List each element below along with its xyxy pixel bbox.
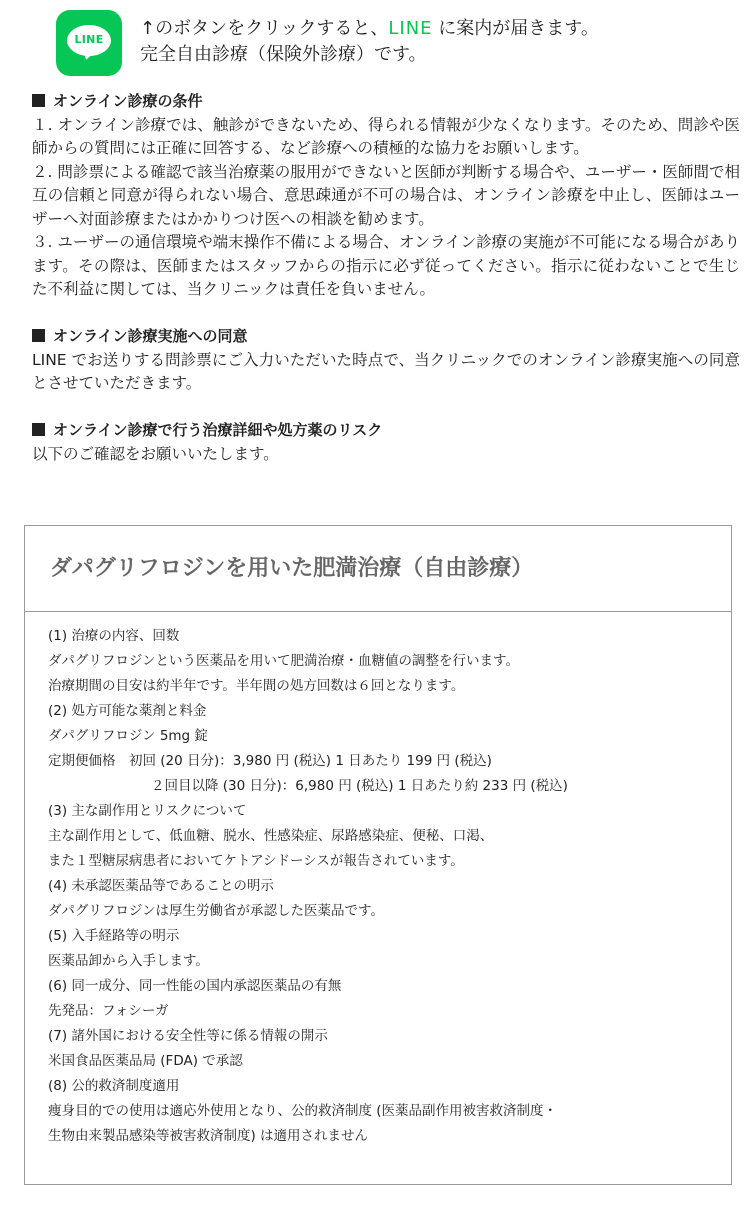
black-square-icon <box>32 423 45 436</box>
detail-line: 生物由来製品感染等被害救済制度) は適用されません <box>48 1128 369 1144</box>
detail-line: 先発品：フォシーガ <box>48 1003 169 1019</box>
section-title-text: オンライン診療で行う治療詳細や処方薬のリスク <box>53 421 383 439</box>
detail-line: (2) 処方可能な薬剤と料金 <box>48 703 207 719</box>
price-first: 定期便価格 初回 (20 日分)：3,980 円 (税込) 1 日あたり 199 円 (税込) <box>48 753 492 769</box>
detail-line: (3) 主な副作用とリスクについて <box>48 803 247 819</box>
line-highlight-text: LINE <box>388 18 433 39</box>
risks-paragraph: 以下のご確認をお願いいたします。 <box>32 444 279 463</box>
instruction-line-1 <box>140 16 750 42</box>
detail-line: 治療期間の目安は約半年です。半年間の処方回数は６回となります。 <box>48 678 465 694</box>
section-consent <box>32 325 740 396</box>
section-conditions <box>32 90 740 302</box>
detail-line: ダパグリフロジン 5mg 錠 <box>48 728 208 744</box>
detail-line: (5) 入手経路等の明示 <box>48 928 180 944</box>
section-spacer <box>32 396 740 420</box>
instruction-text-before: ↑のボタンをクリックすると、 <box>140 18 389 39</box>
section-title-text: オンライン診療の条件 <box>53 92 203 110</box>
detail-line: ダパグリフロジンという医薬品を用いて肥満治療・血糖値の調整を行います。 <box>48 653 519 669</box>
detail-line: (1) 治療の内容、回数 <box>48 628 180 644</box>
black-square-icon <box>32 94 45 107</box>
detail-line: また１型糖尿病患者においてケトアシドーシスが報告されています。 <box>48 853 464 869</box>
detail-line: ダパグリフロジンは厚生労働省が承認した医薬品です。 <box>48 903 384 919</box>
condition-paragraph-3: ３. ユーザーの通信環境や端末操作不備による場合、オンライン診療の実施が不可能になる場合があります。その際は、医師またはスタッフからの指示に必ず従ってください。指示に従わないことで生じた不利益に関しては、当クリニックは責任を負いません。 <box>32 233 740 298</box>
instruction-line-2: 完全自由診療（保険外診療）です。 <box>140 44 427 65</box>
section-title <box>32 325 740 349</box>
section-title <box>32 419 740 443</box>
section-spacer <box>32 302 740 326</box>
treatment-detail-header <box>25 526 731 612</box>
detail-line: (8) 公的救済制度適用 <box>48 1078 180 1094</box>
detail-line: (7) 諸外国における安全性等に係る情報の開示 <box>48 1028 328 1044</box>
line-instructions <box>140 16 750 68</box>
section-risks <box>32 419 740 466</box>
condition-paragraph-2: ２. 問診票による確認で該当治療薬の服用ができないと医師が判断する場合や、ユーザー・医師間で相互の信頼と同意が得られない場合、意思疎通が不可の場合は、オンライン診療を中止し、医師はユーザーへ対面診療またはかかりつけ医への相談を勧めます。 <box>32 162 740 228</box>
detail-line: (4) 未承認医薬品等であることの明示 <box>48 878 274 894</box>
treatment-detail-box <box>24 525 732 1185</box>
instruction-text-after: に案内が届きます。 <box>432 18 599 39</box>
detail-line: 主な副作用として、低血糖、脱水、性感染症、尿路感染症、便秘、口渇、 <box>48 828 494 844</box>
line-logo-icon[interactable] <box>56 10 122 76</box>
detail-line: (6) 同一成分、同一性能の国内承認医薬品の有無 <box>48 978 342 994</box>
consent-paragraph: LINE でお送りする問診票にご入力いただいた時点で、当クリニックでのオンライン診療実施への同意とさせていただきます。 <box>32 350 740 392</box>
line-cta-header <box>56 10 746 76</box>
detail-line: 米国食品医薬品局 (FDA) で承認 <box>48 1053 243 1069</box>
treatment-detail-body <box>25 612 731 1149</box>
section-title <box>32 90 740 114</box>
detail-line: 痩身目的での使用は適応外使用となり、公的救済制度 (医薬品副作用被害救済制度・ <box>48 1103 558 1119</box>
black-square-icon <box>32 329 45 342</box>
line-logo-text: LINE <box>74 33 104 46</box>
price-subsequent: ２回目以降 (30 日分)：6,980 円 (税込) 1 日あたり約 233 円 (税込) <box>151 778 568 794</box>
condition-paragraph-1: １. オンライン診療では、触診ができないため、得られる情報が少なくなります。そのため、問診や医師からの質問には正確に回答する、など診療への積極的な協力をお願いします。 <box>32 115 740 157</box>
speech-bubble-tail <box>81 50 95 61</box>
consultation-sections <box>32 90 740 466</box>
section-title-text: オンライン診療実施への同意 <box>53 327 248 345</box>
detail-line: 医薬品卸から入手します。 <box>48 953 209 969</box>
treatment-title: ダパグリフロジンを用いた肥満治療（自由診療） <box>50 556 534 581</box>
